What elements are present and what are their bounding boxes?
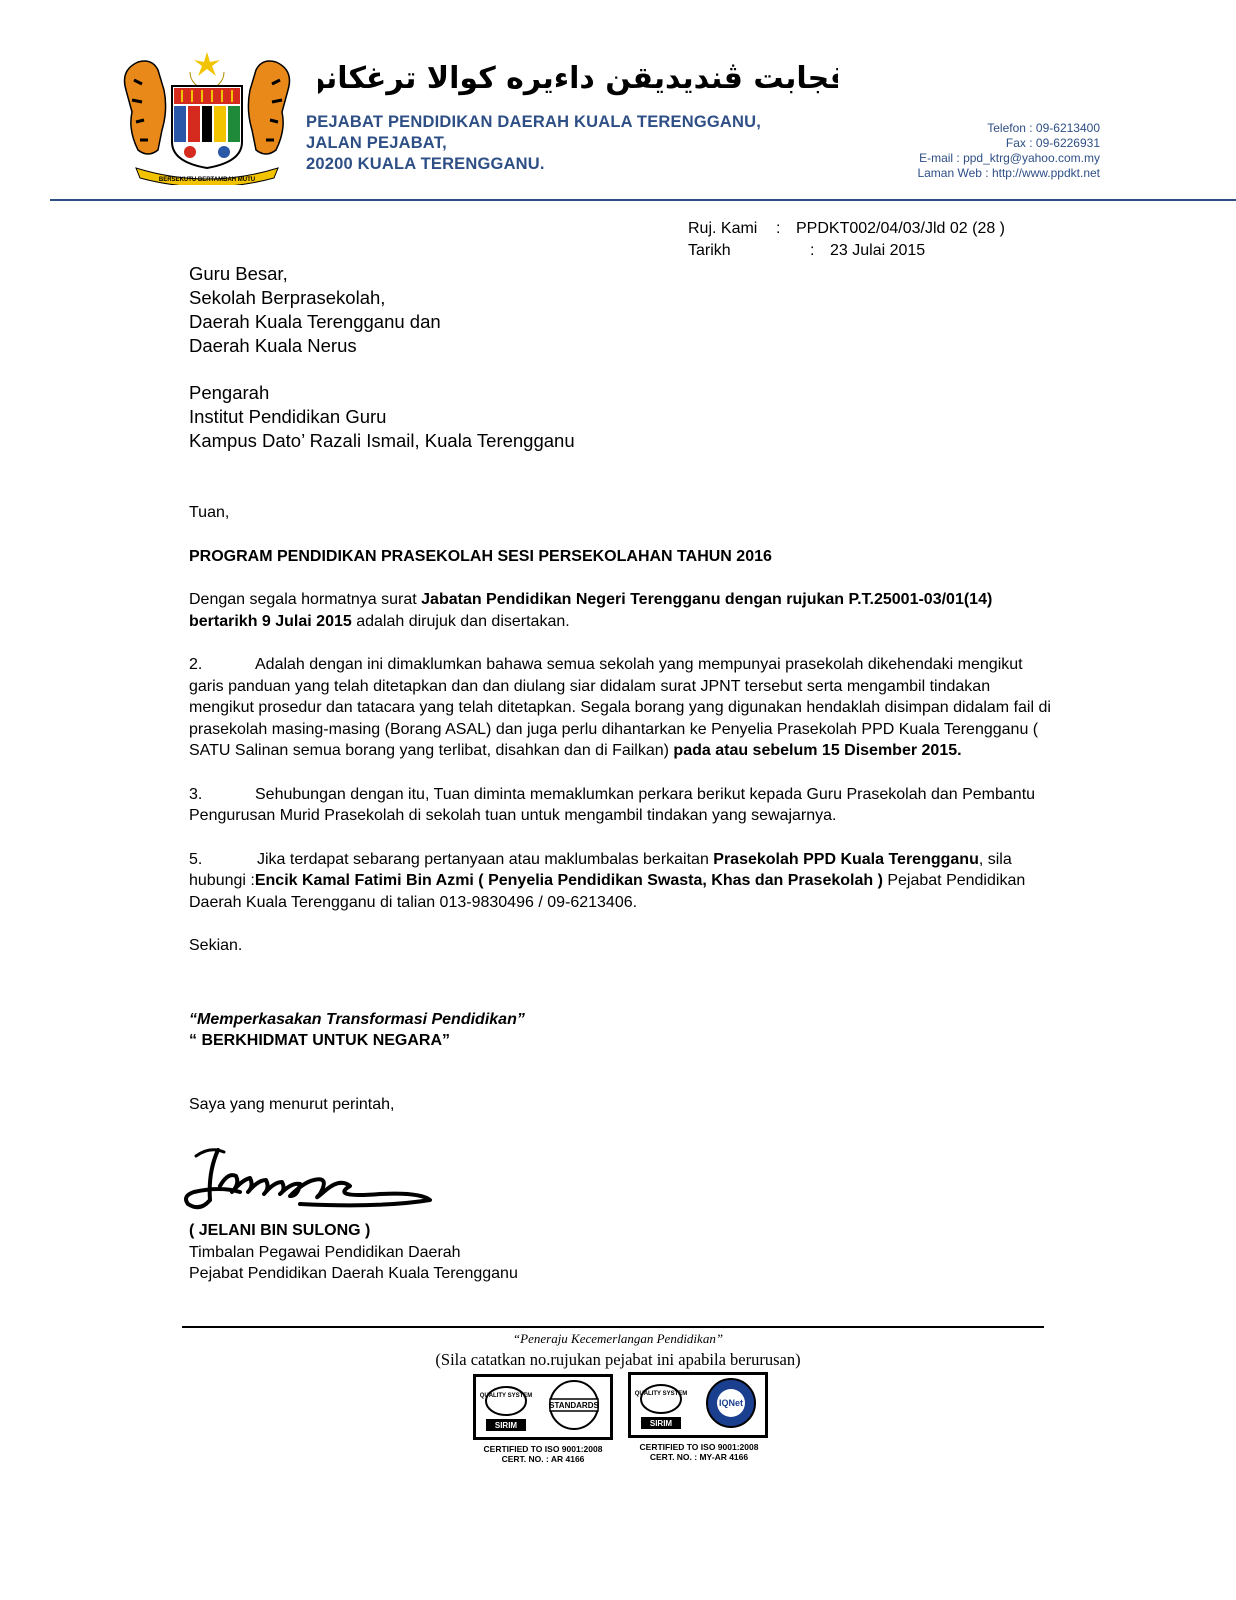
office-address xyxy=(306,112,761,175)
svg-text:IQNet: IQNet xyxy=(718,1398,744,1408)
svg-text:SIRIM: SIRIM xyxy=(494,1421,518,1430)
jawi-office-name xyxy=(318,44,838,106)
para1-text: Dengan segala hormatnya surat xyxy=(189,591,422,608)
footer-motto: “Peneraju Kecemerlangan Pendidikan” xyxy=(512,1331,724,1346)
recipient-line: Kampus Dato’ Razali Ismail, Kuala Terengganu xyxy=(189,430,575,451)
recipient-line: Pengarah xyxy=(189,382,270,403)
ruj-value: PPDKT002/04/03/Jld 02 (28 ) xyxy=(796,220,1006,237)
cert-2-number: CERT. NO. : MY-AR 4166 xyxy=(649,1452,749,1462)
recipient-line: Institut Pendidikan Guru xyxy=(189,406,387,427)
tarikh-label: Tarikh xyxy=(688,242,731,259)
letter-body xyxy=(189,262,1059,1115)
saya-menurut: Saya yang menurut perintah, xyxy=(189,1095,395,1113)
para3-text: Sehubungan dengan itu, Tuan diminta memaklumkan perkara berikut kepada Guru Prasekolah dan Pembantu Pengurusan Murid Prasekolah di sekolah tuan untuk mengambil tindakan yang sewajarnya. xyxy=(189,785,1036,824)
motto-line-1: “Memperkasakan Transformasi Pendidikan” xyxy=(189,1010,525,1028)
para5-text-2: , sila hubungi : xyxy=(189,850,1012,889)
svg-text:QUALITY SYSTEM: QUALITY SYSTEM xyxy=(479,1393,533,1399)
para2-number: 2. xyxy=(189,656,203,673)
svg-text:SIRIM: SIRIM xyxy=(649,1419,673,1428)
office-line-3: 20200 KUALA TERENGGANU. xyxy=(306,155,545,173)
svg-text:STANDARDS: STANDARDS xyxy=(549,1401,599,1410)
recipient-line: Daerah Kuala Terengganu dan xyxy=(189,311,441,332)
subject-heading: PROGRAM PENDIDIKAN PRASEKOLAH SESI PERSEKOLAHAN TAHUN 2016 xyxy=(189,547,772,565)
coat-of-arms-logo xyxy=(118,50,296,185)
office-line-2: JALAN PEJABAT, xyxy=(306,134,447,152)
recipient-line: Daerah Kuala Nerus xyxy=(189,335,357,356)
recipient-line: Sekolah Berprasekolah, xyxy=(189,287,386,308)
svg-text:QUALITY SYSTEM: QUALITY SYSTEM xyxy=(634,1391,688,1397)
para5-text: Jika terdapat sebarang pertanyaan atau maklumbalas berkaitan xyxy=(257,850,714,868)
paragraph-1 xyxy=(189,589,1059,632)
cert-2-caption xyxy=(609,1442,789,1462)
svg-text:BERSEKUTU BERTAMBAH MUTU: BERSEKUTU BERTAMBAH MUTU xyxy=(158,177,256,183)
cert-1-iso: CERTIFIED TO ISO 9001:2008 xyxy=(483,1444,603,1454)
telefon-text: Telefon : 09-6213400 xyxy=(987,121,1100,135)
office-line-1: PEJABAT PENDIDIKAN DAERAH KUALA TERENGGANU, xyxy=(306,113,762,131)
header-divider xyxy=(50,199,1236,201)
para5-bold-2: Encik Kamal Fatimi Bin Azmi ( Penyelia Pendidikan Swasta, Khas dan Prasekolah ) xyxy=(254,872,883,889)
tarikh-separator: : xyxy=(810,242,815,259)
motto-block xyxy=(189,1009,1059,1052)
signer-name: ( JELANI BIN SULONG ) xyxy=(189,1222,371,1239)
footer-note: (Sila catatkan no.rujukan pejabat ini apabila berurusan) xyxy=(435,1350,801,1369)
ruj-separator: : xyxy=(776,220,781,237)
para2-text: Adalah dengan ini dimaklumkan bahawa semua sekolah yang mempunyai prasekolah dikehendaki mengikut garis panduan yang telah ditetapkan dan dan diulang siar didalam surat JPNT tersebut serta mengambil tindakan mengikut prosedur dan tatacara yang telah ditetapkan. Segala borang yang digunakan hendaklah disimpan didalam fail di prasekolah masing-masing (Borang ASAL) dan juga perlu dihantarkan ke Penyelia Prasekolah PPD Kuala Terengganu ( SATU Salinan semua borang yang terlibat, disahkan dan di Failkan) xyxy=(189,656,1051,759)
signer-block xyxy=(189,1220,518,1285)
para1-bold: Jabatan Pendidikan Negeri Terengganu dengan rujukan P.T.25001-03/01(14) bertarikh 9 Julai 2015 xyxy=(189,591,993,630)
cert-1-caption xyxy=(453,1444,633,1464)
email-text: E-mail : ppd_ktrg@yahoo.com.my xyxy=(919,151,1100,165)
para5-number: 5. xyxy=(189,850,203,868)
paragraph-3 xyxy=(189,784,1059,827)
cert-2-iso: CERTIFIED TO ISO 9001:2008 xyxy=(639,1442,759,1452)
recipient-line: Guru Besar, xyxy=(189,263,288,284)
office-contacts xyxy=(917,121,1100,181)
para3-number: 3. xyxy=(189,785,203,803)
para5-bold-1: Prasekolah PPD Kuala Terengganu xyxy=(713,850,979,868)
signature-image xyxy=(180,1142,440,1222)
ruj-label: Ruj. Kami xyxy=(688,220,758,237)
footer-divider xyxy=(182,1326,1044,1328)
signer-title-1: Timbalan Pegawai Pendidikan Daerah xyxy=(189,1243,461,1261)
web-text: Laman Web : http://www.ppdkt.net xyxy=(917,166,1100,180)
cert-1-number: CERT. NO. : AR 4166 xyxy=(501,1454,585,1464)
tarikh-value: 23 Julai 2015 xyxy=(830,242,926,259)
paragraph-2 xyxy=(189,654,1059,762)
certification-logo-2 xyxy=(628,1372,768,1438)
motto-line-2: “ BERKHIDMAT UNTUK NEGARA” xyxy=(189,1032,451,1049)
recipient-block-1 xyxy=(189,262,1059,358)
para5-text-3: Pejabat Pendidikan Daerah Kuala Terengganu di talian 013-9830496 / 09-6213406. xyxy=(189,872,1026,911)
salutation: Tuan, xyxy=(189,504,230,521)
para2-bold: pada atau sebelum 15 Disember 2015. xyxy=(673,742,962,759)
certification-logo-1 xyxy=(473,1374,613,1440)
paragraph-5 xyxy=(189,849,1059,914)
reference-block xyxy=(688,218,1005,262)
jawi-text: ڤجابت ڤنديديقن داءيره كوالا ترغكانو xyxy=(318,61,838,96)
closing: Sekian. xyxy=(189,937,243,954)
fax-text: Fax : 09-6226931 xyxy=(1005,136,1100,150)
signer-title-2: Pejabat Pendidikan Daerah Kuala Terengganu xyxy=(189,1265,518,1282)
para1-text-end: adalah dirujuk dan disertakan. xyxy=(351,612,570,630)
recipient-block-2 xyxy=(189,381,1059,453)
